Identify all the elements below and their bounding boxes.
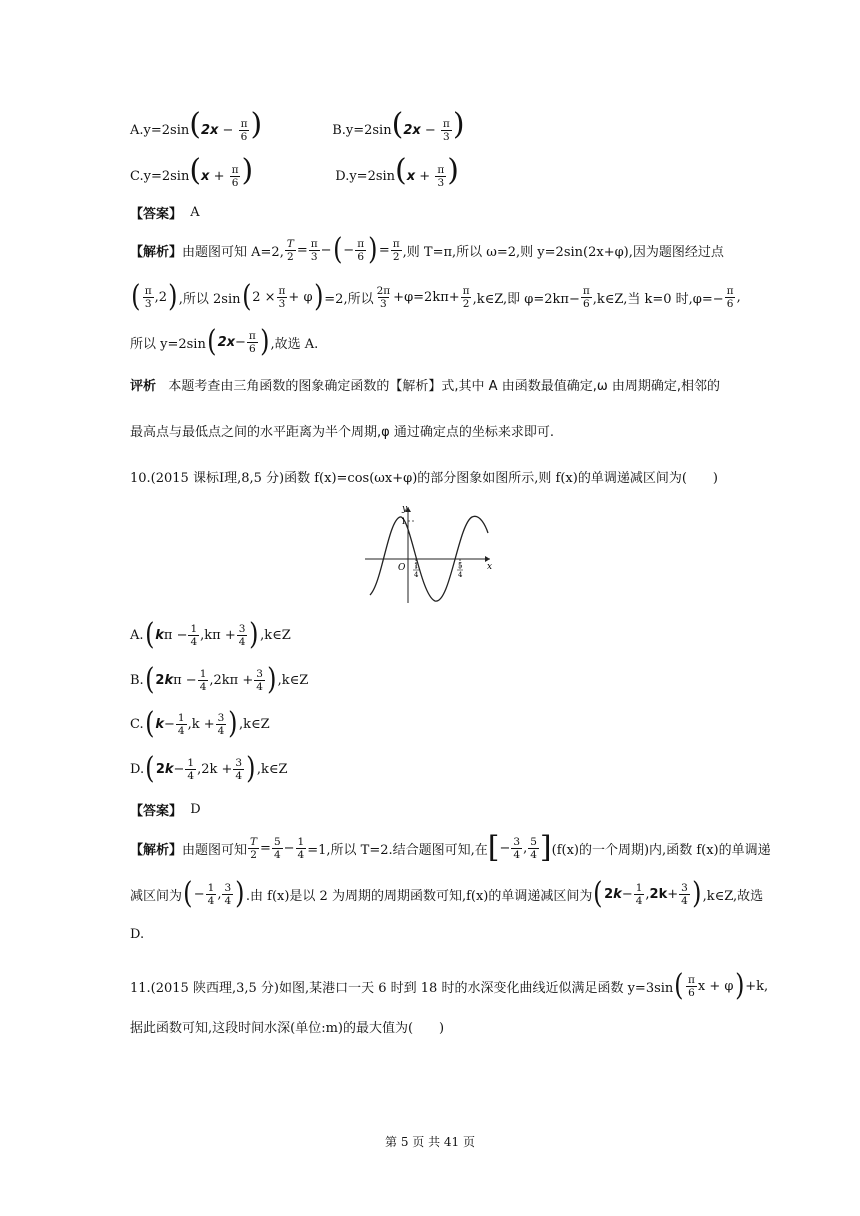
tick-quarter-den: 4	[414, 571, 419, 579]
q11-stem-line-2: 据此函数可知,这段时间水深(单位:m)的最大值为( )	[130, 1021, 445, 1036]
x-axis-label: x	[487, 562, 493, 572]
q9-option-a: A.y=2sin(2x − $\frac{\pi}{6}$ )	[130, 107, 263, 143]
origin-label: O	[398, 563, 406, 573]
q9-analysis-line-3: 所以 y=2sin ( 2x − $\frac{\pi}{6}$ ) ,故选 A.	[130, 324, 319, 359]
q10-option-c: C. ( k − $\frac{1}{4}$ ,k + $\frac{3}{4}$ ) ,k∈Z	[130, 706, 270, 741]
q10-option-a: A. ( k π − $\frac{1}{4}$ ,kπ + $\frac{3}{4}$ ) ,k∈Z	[130, 617, 291, 652]
q10-cosine-graph	[360, 503, 495, 608]
q9-comment-line-1: 评析 本题考查由三角函数的图象确定函数的【解析】式,其中 A 由函数最值确定,ω 由周期确定,相邻的	[130, 379, 720, 394]
tick-five-num: 5	[458, 562, 463, 570]
q10-stem: 10.(2015 课标Ⅰ理,8,5 分)函数 f(x)=cos(ωx+φ)的部分图象如图所示,则 f(x)的单调递减区间为( )	[130, 471, 718, 486]
q9-comment-line-2: 最高点与最低点之间的水平距离为半个周期,φ 通过确定点的坐标来求即可.	[130, 425, 554, 440]
q10-analysis-line-2: 减区间为 ( − $\frac{1}{4}$ , $\frac{3}{4}$ ) .由 f(x)是以 2 为周期的周期函数可知,f(x)的单调递减区间为 ( 2k − $\frac{1}{4}$ , 2k + $\frac{3}{4}$ ) ,k∈Z,故选	[130, 876, 764, 911]
q9-options-row-2	[130, 153, 459, 189]
q10-option-d: D. ( 2k − $\frac{1}{4}$ ,2k + $\frac{3}{4}$ ) ,k∈Z	[130, 751, 288, 786]
q9-answer: 【答案】 A	[130, 205, 200, 222]
q9-analysis-line-2: ( $\frac{\pi}{3}$ ,2 ) ,所以 2sin ( 2 × $\frac{\pi}{3}$ + φ ) =2,所以 $\frac{2\pi}{3}$ +φ=2kπ+ $\frac{\pi}{2}$ ,k∈Z,即 φ=2kπ− $\frac{\pi}{6}$ ,k∈Z,当 k=0 时,φ=− $\frac{\pi}{6}$ ,	[131, 279, 741, 314]
page-footer: 第 5 页 共 41 页	[385, 1135, 475, 1149]
q11-stem-line-1: 11.(2015 陕西理,3,5 分)如图,某港口一天 6 时到 18 时的水深变化曲线近似满足函数 y=3sin ( $\frac{\pi}{6}$ x + φ ) +k,	[130, 968, 769, 1003]
q10-analysis-line-1: 【解析】 由题图可知 $\frac{T}{2}$ = $\frac{5}{4}$ − $\frac{1}{4}$ =1,所以 T=2.结合题图可知,在 [ − $\frac{3}{4}$ , $\frac{5}{4}$ ] (f(x)的一个周期)内,函数 f(x)的单调递	[130, 830, 771, 865]
y-axis-label: y	[402, 504, 408, 514]
q9-analysis-line-1: 【解析】 由题图可知 A=2, $\frac{T}{2}$ = $\frac{\pi}{3}$ − ( − $\frac{\pi}{6}$ ) = $\frac{\pi}{2}$ ,则 T=π,所以 ω=2,则 y=2sin(2x+φ),因为题图经过点	[130, 232, 724, 267]
q10-answer: 【答案】 D	[130, 802, 201, 819]
q10-option-b: B. ( 2k π − $\frac{1}{4}$ ,2kπ + $\frac{3}{4}$ ) ,k∈Z	[130, 662, 309, 697]
y-tick-one: 1	[401, 517, 407, 526]
q10-analysis-line-3: D.	[130, 927, 145, 942]
q9-option-b: B.y=2sin(2x − $\frac{\pi}{3}$ )	[332, 107, 465, 143]
q9-option-d: D.y=2sin(x + $\frac{\pi}{3}$ )	[335, 153, 459, 189]
q9-option-c: C.y=2sin(x + $\frac{\pi}{6}$ )	[130, 153, 254, 189]
tick-quarter-num: 1	[414, 562, 419, 570]
q9-options-row-1	[130, 107, 465, 143]
tick-five-den: 4	[458, 571, 463, 579]
